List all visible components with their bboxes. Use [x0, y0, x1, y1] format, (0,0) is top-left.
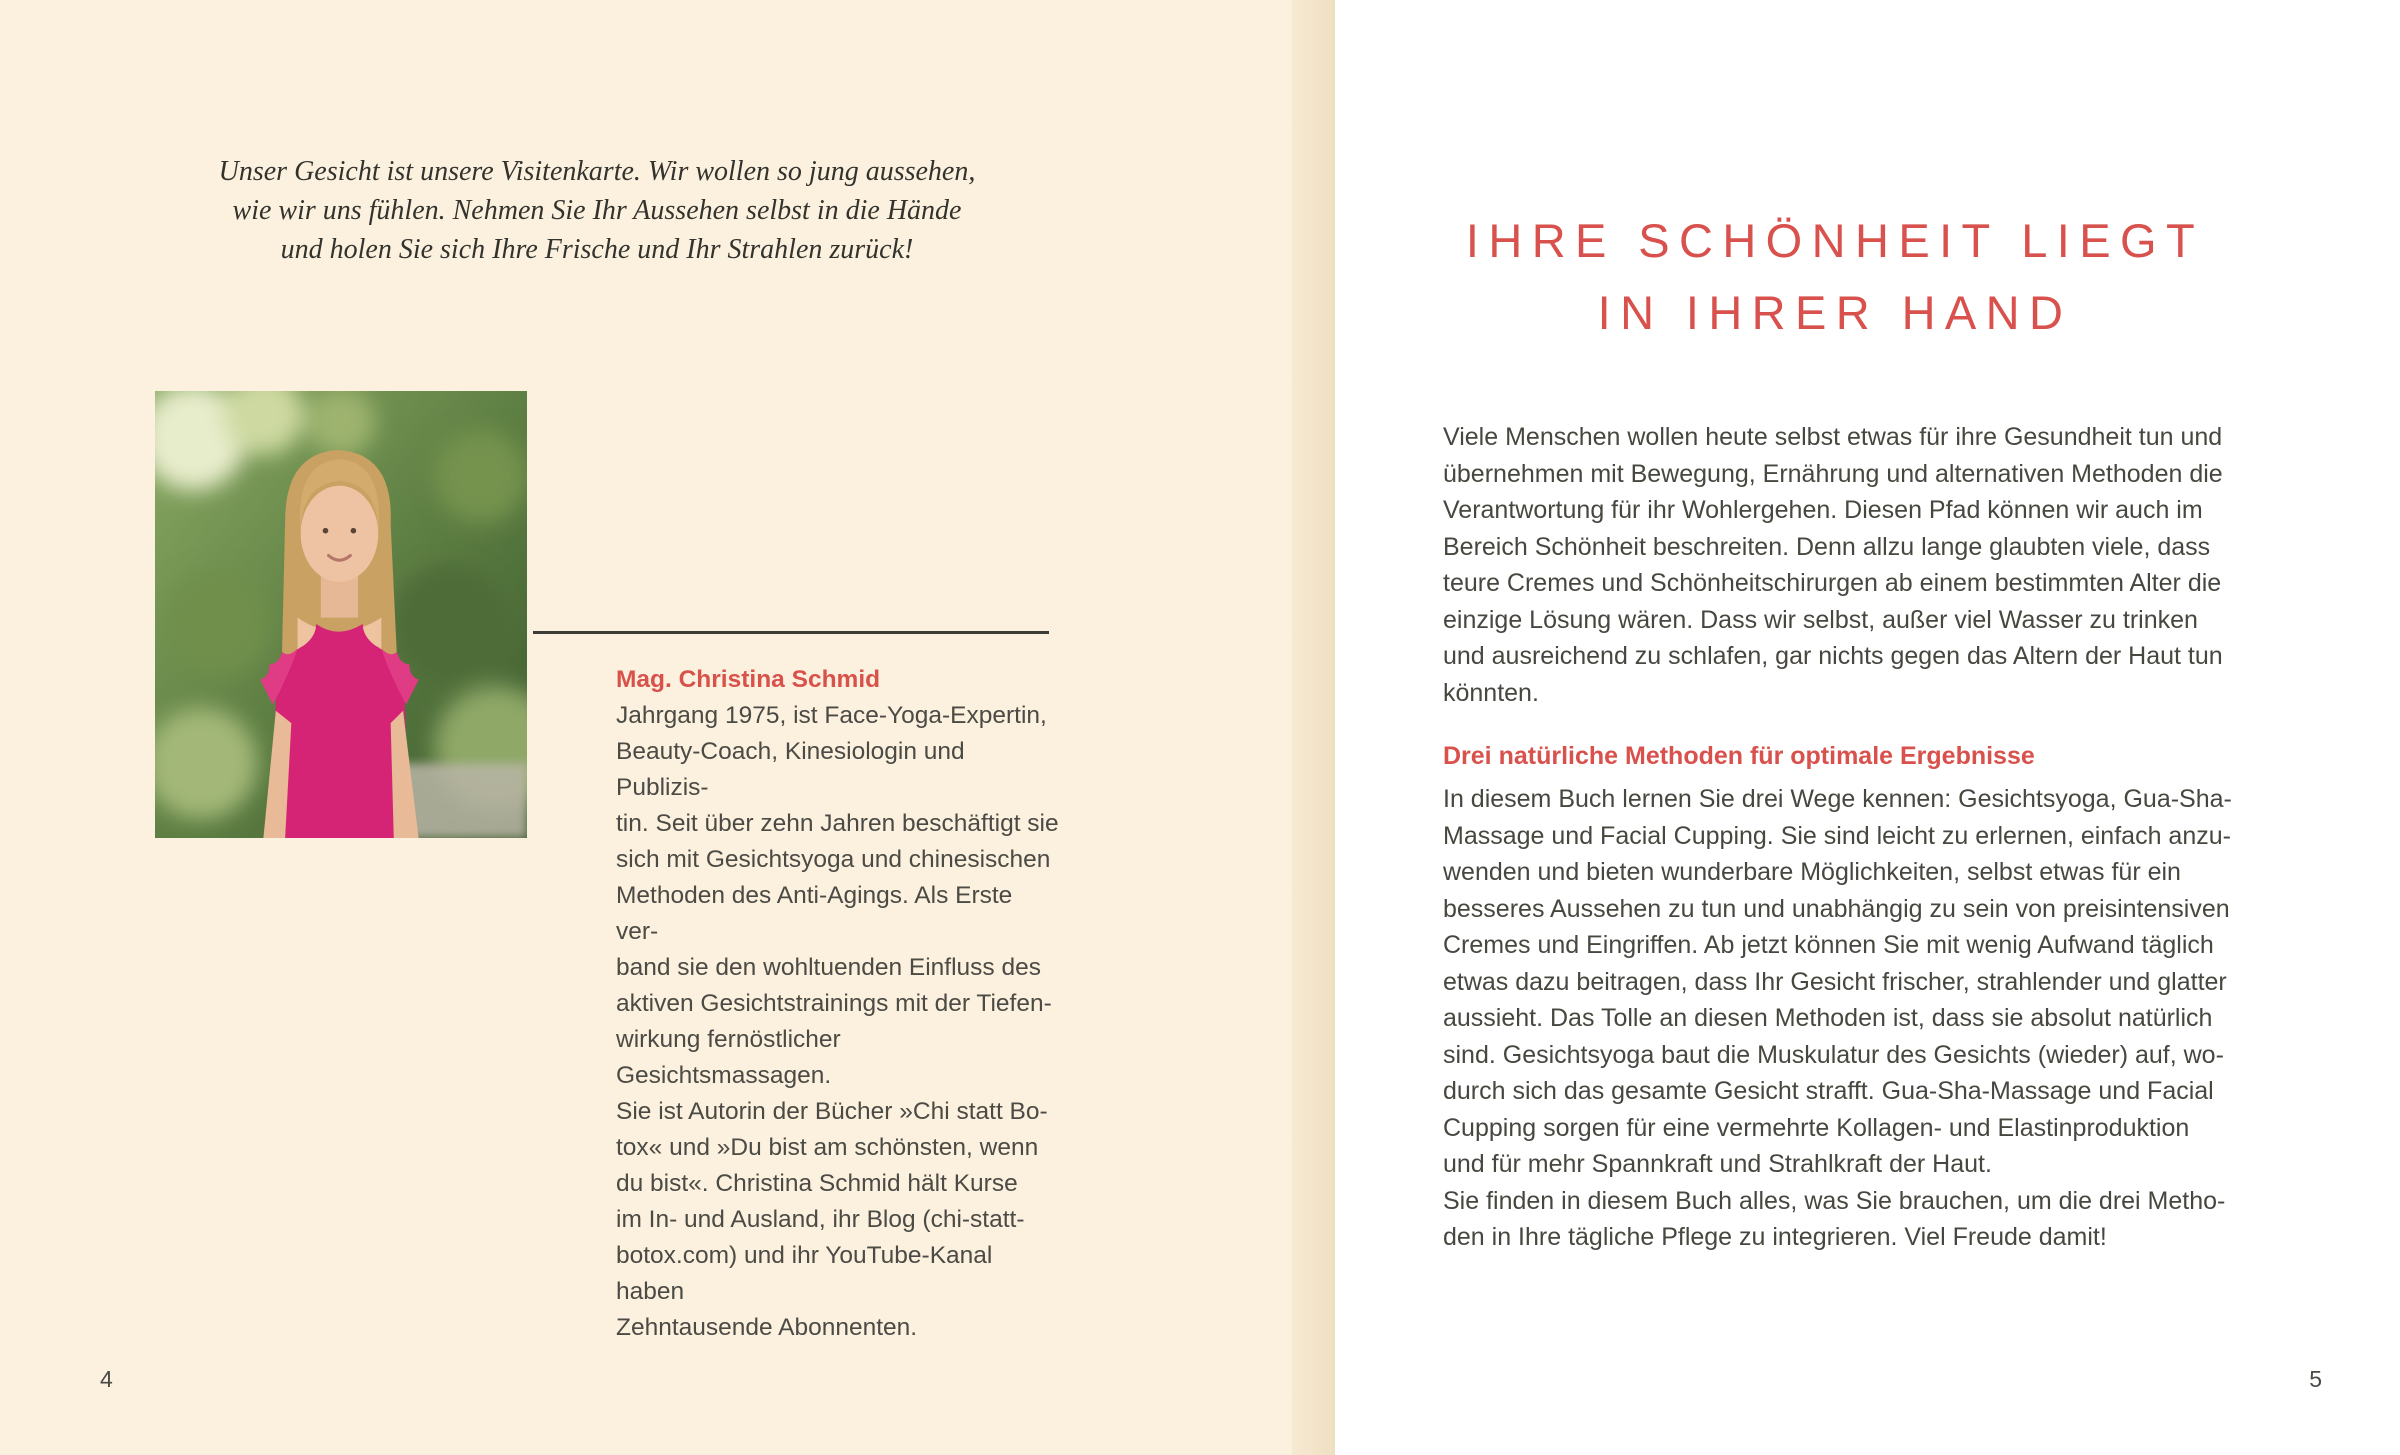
right-page [1335, 0, 2400, 1455]
methods-paragraph: In diesem Buch lernen Sie drei Wege kennen: Gesichtsyoga, Gua-Sha- Massage und Facial Cupping. Sie sind leicht zu erlernen, einfach anzu- wenden und bieten wunderbare Möglichkeiten, selbst etwas für ein besseres Aussehen zu tun und unabhängig zu sein von preisintensiven Cremes und Eingriffen. Ab jetzt können Sie mit wenig Aufwand täglich etwas dazu beitragen, dass Ihr Gesicht frischer, strahlender und glatter aussieht. Das Tolle an diesen Methoden ist, dass sie absolut natürlich sind. Gesichtsyoga baut die Muskulatur des Gesichts (wieder) auf, wo- durch sich das gesamte Gesicht strafft. Gua-Sha-Massage und Facial Cupping sorgen für eine vermehrte Kollagen- und Elastinproduktion und für mehr Spannkraft und Strahlkraft der Haut. Sie finden in diesem Buch alles, was Sie brauchen, um die drei Metho- den in Ihre tägliche Pflege zu integrieren. Viel Freude damit! [1443, 785, 2232, 1251]
author-name: Mag. Christina Schmid [616, 666, 881, 693]
author-photo [155, 391, 527, 838]
author-bio-text: Jahrgang 1975, ist Face-Yoga-Expertin, Beauty-Coach, Kinesiologin und Publizis- tin. Seit über zehn Jahren beschäftigt sie sich mit Gesichtsyoga und chinesischen Methoden des Anti-Agings. Als Erste ver- band sie den wohltuenden Einfluss des aktiven Gesichtstrainings mit der Tiefen- wirkung fernöstlicher Gesichtsmassagen. Sie ist Autorin der Bücher »Chi statt Bo- tox« und »Du bist am schönsten, wenn du bist«. Christina Schmid hält Kurse im In- und Ausland, ihr Blog (chi-statt- botox.com) und ihr YouTube-Kanal haben Zehntausende Abonnenten. [616, 702, 1059, 1341]
author-bio-block [616, 662, 1061, 1346]
page-number-right: 5 [2309, 1366, 2322, 1392]
intro-paragraph: Viele Menschen wollen heute selbst etwas für ihre Gesundheit tun und übernehmen mit Bewegung, Ernährung und alternativen Methoden die Verantwortung für ihr Wohlergehen. Diesen Pfad können wir auch im Bereich Schönheit beschreiten. Denn allzu lange glaubten viele, dass teure Cremes und Schönheitschirurgen ab einem bestimmten Alter die einzige Lösung wären. Dass wir selbst, außer viel Wasser zu trinken und ausreichend zu schlafen, gar nichts gegen das Altern der Haut tun könnten. [1443, 423, 2223, 707]
page-gutter-shadow [1292, 0, 1335, 1455]
intro-quote: Unser Gesicht ist unsere Visitenkarte. Wir wollen so jung aussehen, wie wir uns fühlen. Nehmen Sie Ihr Aussehen selbst in die Hände und holen Sie sich Ihre Frische und Ihr Strahlen zurück! [218, 156, 976, 265]
page-number-left: 4 [100, 1366, 113, 1392]
section-subheading: Drei natürliche Methoden für optimale Ergebnisse [1443, 742, 2035, 770]
author-photo-illustration [155, 391, 527, 838]
author-divider-rule [533, 631, 1049, 634]
chapter-title: IHRE SCHÖNHEIT LIEGT IN IHRER HAND [1465, 214, 2205, 339]
